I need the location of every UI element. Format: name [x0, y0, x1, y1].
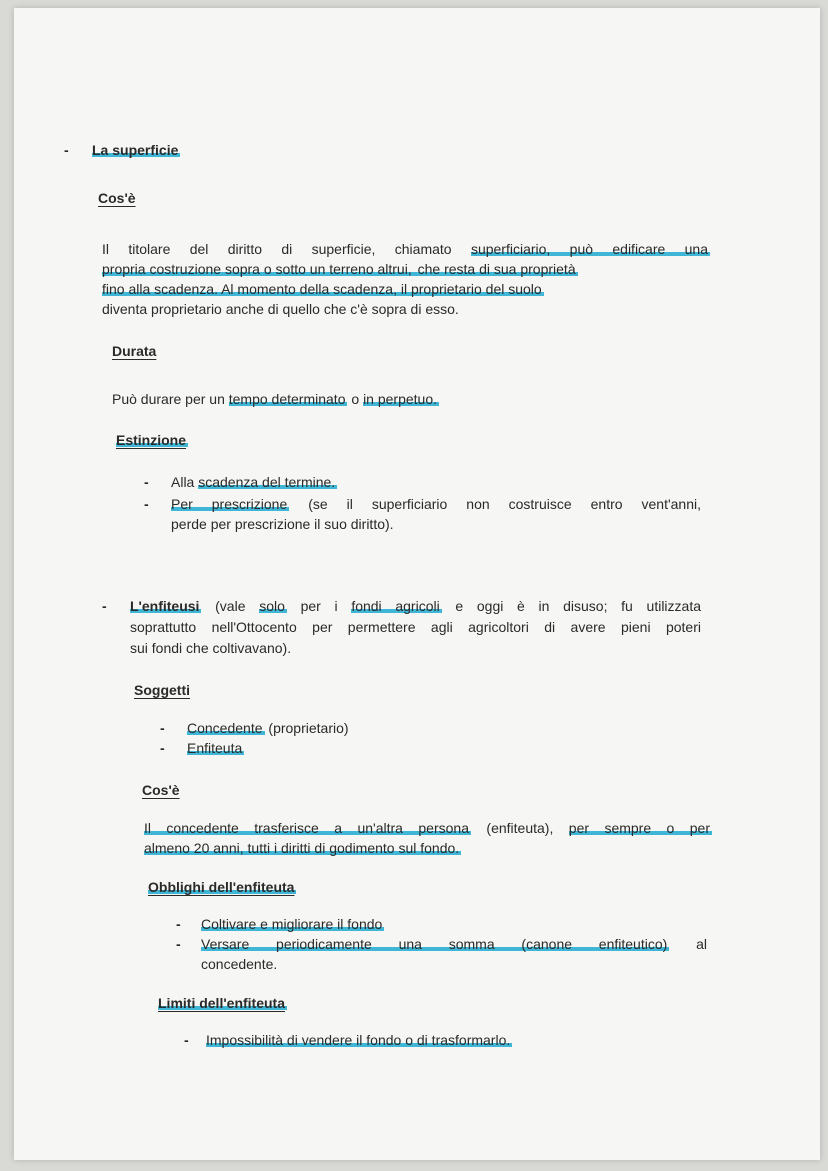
bullet-dash: -	[160, 740, 165, 756]
bullet-dash: -	[176, 916, 181, 932]
paragraph-line: propria costruzione sopra o sotto un terreno altrui, che resta di sua proprietà	[102, 261, 576, 277]
document-page	[14, 8, 820, 1160]
heading-cose-enfiteusi: Cos'è	[142, 782, 180, 798]
list-item-continuation: perde per prescrizione il suo diritto).	[171, 516, 394, 532]
paragraph-line: fino alla scadenza. Al momento della scadenza, il proprietario del suolo	[102, 281, 542, 297]
bullet-dash: -	[102, 598, 107, 614]
list-item: Coltivare e migliorare il fondo	[201, 916, 383, 932]
paragraph-line: diventa proprietario anche di quello che c'è sopra di esso.	[102, 301, 459, 317]
list-item: Per prescrizione (se il superficiario non costruisce entro vent'anni,	[171, 496, 702, 512]
heading-estinzione: Estinzione	[116, 432, 187, 448]
heading-cose-superficie: Cos'è	[98, 190, 136, 206]
bullet-dash: -	[144, 496, 149, 512]
list-item: Enfiteuta	[187, 740, 243, 756]
list-item: Impossibilità di vendere il fondo o di trasformarlo.	[206, 1032, 511, 1048]
list-item: Versare periodicamente una somma (canone enfiteutico) al	[201, 936, 707, 952]
heading-limiti: Limiti dell'enfiteuta	[158, 995, 286, 1011]
list-item: Alla scadenza del termine.	[171, 474, 336, 490]
heading-obblighi: Obblighi dell'enfiteuta	[148, 879, 295, 895]
list-item: Concedente (proprietario)	[187, 720, 349, 736]
heading-soggetti: Soggetti	[134, 682, 190, 698]
paragraph-line: soprattutto nell'Ottocento per permettere agli agricoltori di avere pieni poteri	[130, 619, 701, 635]
bullet-dash: -	[144, 474, 149, 490]
paragraph-line: almeno 20 anni, tutti i diritti di godimento sul fondo.	[144, 840, 460, 856]
bullet-dash: -	[184, 1032, 189, 1048]
paragraph-line: sui fondi che coltivavano).	[130, 640, 292, 656]
durata-text: Può durare per un tempo determinato o in perpetuo.	[112, 391, 438, 407]
list-item-continuation: concedente.	[201, 956, 278, 972]
paragraph-line: Il concedente trasferisce a un'altra persona (enfiteuta), per sempre o per	[144, 820, 711, 836]
paragraph-line: L'enfiteusi (vale solo per i fondi agricoli e oggi è in disuso; fu utilizzata	[130, 598, 702, 614]
bullet-dash: -	[176, 936, 181, 952]
paragraph-line: Il titolare del diritto di superficie, chiamato superficiario, può edificare una	[102, 241, 708, 257]
section-title-superficie: La superficie	[92, 142, 179, 158]
heading-durata: Durata	[112, 343, 157, 359]
bullet-dash: -	[160, 720, 165, 736]
bullet-dash: -	[64, 142, 69, 158]
